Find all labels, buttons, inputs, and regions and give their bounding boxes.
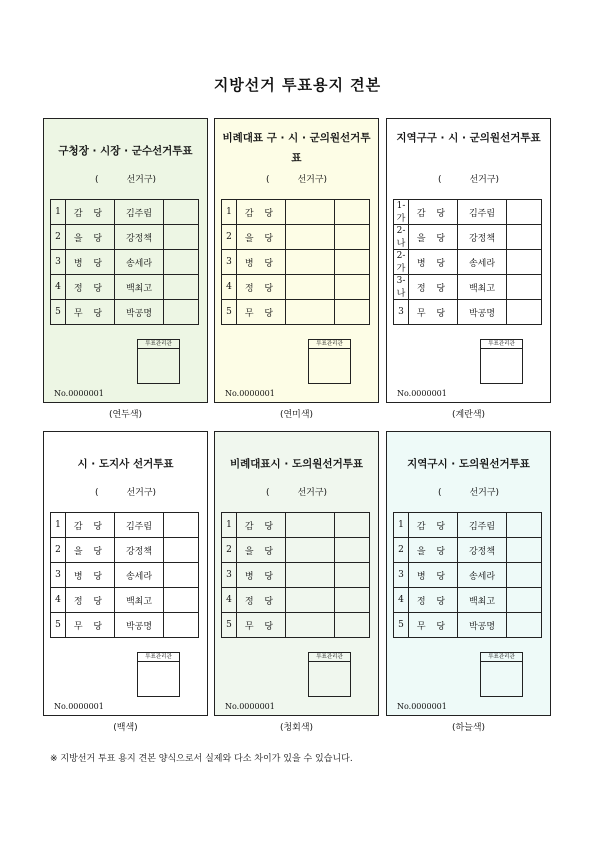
district-label: 선거구) xyxy=(469,175,500,185)
candidate-party: 정 당 xyxy=(237,275,286,300)
candidate-party: 무 당 xyxy=(409,613,458,638)
vote-mark-cell[interactable] xyxy=(164,613,199,638)
vote-mark-cell[interactable] xyxy=(335,200,370,225)
candidate-row xyxy=(222,275,370,300)
candidate-row xyxy=(51,275,199,300)
candidate-party: 감 당 xyxy=(66,200,115,225)
candidate-row xyxy=(222,538,370,563)
candidate-row xyxy=(394,563,542,588)
vote-mark-cell[interactable] xyxy=(507,300,542,325)
vote-mark-cell[interactable] xyxy=(507,588,542,613)
stamp-label: 투표관리관 xyxy=(138,653,179,662)
candidate-row xyxy=(51,588,199,613)
candidate-name: 송세라 xyxy=(115,563,164,588)
stamp-label: 투표관리관 xyxy=(138,340,179,349)
page-title: 지방선거 투표용지 견본 xyxy=(213,76,382,94)
candidate-party: 감 당 xyxy=(66,513,115,538)
district-paren: ( xyxy=(265,175,270,185)
candidate-party: 병 당 xyxy=(237,250,286,275)
candidate-party: 정 당 xyxy=(66,275,115,300)
candidate-name: 김주림 xyxy=(115,200,164,225)
vote-mark-cell[interactable] xyxy=(164,538,199,563)
vote-mark-cell[interactable] xyxy=(507,225,542,250)
candidate-number: 1 xyxy=(51,513,66,538)
vote-mark-cell[interactable] xyxy=(164,563,199,588)
candidate-name xyxy=(286,250,335,275)
vote-mark-cell[interactable] xyxy=(507,275,542,300)
candidate-row xyxy=(394,200,542,225)
official-stamp-box xyxy=(308,652,351,697)
vote-mark-cell[interactable] xyxy=(335,588,370,613)
candidate-name: 김주림 xyxy=(115,513,164,538)
candidate-name: 박공명 xyxy=(458,300,507,325)
candidate-number: 2 xyxy=(222,538,237,563)
candidate-number: 3 xyxy=(394,563,409,588)
candidate-party: 을 당 xyxy=(237,225,286,250)
ballot-2 xyxy=(214,118,379,403)
candidate-party: 병 당 xyxy=(409,563,458,588)
ballot-color-label: (계란색) xyxy=(451,410,486,420)
candidate-row xyxy=(51,538,199,563)
serial-number: No.0000001 xyxy=(397,389,447,398)
candidate-party: 정 당 xyxy=(237,588,286,613)
candidate-name xyxy=(286,613,335,638)
candidate-name xyxy=(286,300,335,325)
candidate-row xyxy=(222,200,370,225)
candidate-name: 송세라 xyxy=(458,563,507,588)
vote-mark-cell[interactable] xyxy=(335,538,370,563)
candidate-number: 5 xyxy=(222,613,237,638)
ballot-title: 지역구구 · 시 · 군의원선거투표 xyxy=(396,132,541,144)
district-paren: ( xyxy=(437,175,442,185)
ballot-4 xyxy=(43,431,208,716)
candidate-party: 감 당 xyxy=(409,200,458,225)
ballot-3 xyxy=(386,118,551,403)
candidate-party: 무 당 xyxy=(237,300,286,325)
candidate-table xyxy=(393,199,542,325)
candidate-number: 3-나 xyxy=(394,275,409,300)
candidate-number: 5 xyxy=(51,300,66,325)
ballot-color-label: (연두색) xyxy=(108,410,143,420)
stamp-label: 투표관리관 xyxy=(481,653,522,662)
candidate-number: 2 xyxy=(51,538,66,563)
candidate-number: 4 xyxy=(51,588,66,613)
vote-mark-cell[interactable] xyxy=(507,513,542,538)
ballot-color-label: (연미색) xyxy=(279,410,314,420)
candidate-name: 김주림 xyxy=(458,200,507,225)
district-line xyxy=(387,485,550,498)
candidate-number: 2 xyxy=(222,225,237,250)
official-stamp-box xyxy=(480,652,523,697)
candidate-party: 무 당 xyxy=(409,300,458,325)
candidate-number: 2 xyxy=(51,225,66,250)
candidate-row xyxy=(394,300,542,325)
vote-mark-cell[interactable] xyxy=(164,513,199,538)
candidate-row xyxy=(222,250,370,275)
vote-mark-cell[interactable] xyxy=(335,613,370,638)
vote-mark-cell[interactable] xyxy=(335,225,370,250)
vote-mark-cell[interactable] xyxy=(335,250,370,275)
candidate-party: 무 당 xyxy=(66,300,115,325)
candidate-table xyxy=(221,512,370,638)
candidate-party: 감 당 xyxy=(237,513,286,538)
vote-mark-cell[interactable] xyxy=(164,588,199,613)
district-paren: ( xyxy=(94,488,99,498)
candidate-party: 무 당 xyxy=(237,613,286,638)
candidate-number: 2-나 xyxy=(394,225,409,250)
candidate-row xyxy=(51,200,199,225)
candidate-row xyxy=(394,538,542,563)
stamp-label: 투표관리관 xyxy=(309,653,350,662)
official-stamp-box xyxy=(308,339,351,384)
candidate-row xyxy=(222,613,370,638)
candidate-name xyxy=(286,563,335,588)
candidate-party: 병 당 xyxy=(66,563,115,588)
candidate-name xyxy=(286,513,335,538)
candidate-name: 백최고 xyxy=(115,275,164,300)
vote-mark-cell[interactable] xyxy=(507,200,542,225)
candidate-number: 4 xyxy=(394,588,409,613)
candidate-row xyxy=(222,588,370,613)
official-stamp-box xyxy=(137,652,180,697)
ballot-color-label: (백색) xyxy=(113,723,138,733)
ballot-title: 비례대표시 · 도의원선거투표 xyxy=(229,458,363,470)
ballot-6 xyxy=(386,431,551,716)
candidate-row xyxy=(51,613,199,638)
serial-number: No.0000001 xyxy=(225,702,275,711)
candidate-name: 강정책 xyxy=(458,538,507,563)
vote-mark-cell[interactable] xyxy=(507,538,542,563)
candidate-row xyxy=(394,613,542,638)
candidate-number: 1-가 xyxy=(394,200,409,225)
candidate-name: 강정책 xyxy=(458,225,507,250)
candidate-name: 박공명 xyxy=(115,613,164,638)
stamp-label: 투표관리관 xyxy=(309,340,350,349)
candidate-number: 2 xyxy=(394,538,409,563)
candidate-number: 3 xyxy=(394,300,409,325)
candidate-number: 4 xyxy=(51,275,66,300)
candidate-party: 정 당 xyxy=(409,275,458,300)
candidate-row xyxy=(51,513,199,538)
candidate-name xyxy=(286,538,335,563)
district-line xyxy=(44,172,207,185)
candidate-name xyxy=(286,275,335,300)
serial-number: No.0000001 xyxy=(54,389,104,398)
candidate-name: 송세라 xyxy=(115,250,164,275)
vote-mark-cell[interactable] xyxy=(164,250,199,275)
district-line xyxy=(387,172,550,185)
candidate-table xyxy=(50,512,199,638)
candidate-row xyxy=(394,513,542,538)
candidate-number: 2-가 xyxy=(394,250,409,275)
vote-mark-cell[interactable] xyxy=(335,513,370,538)
candidate-row xyxy=(394,275,542,300)
candidate-number: 4 xyxy=(222,588,237,613)
ballot-1 xyxy=(43,118,208,403)
candidate-row xyxy=(222,300,370,325)
ballot-title: 구청장 · 시장 · 군수선거투표 xyxy=(58,145,193,157)
candidate-name: 김주림 xyxy=(458,513,507,538)
candidate-name xyxy=(286,588,335,613)
district-label: 선거구) xyxy=(126,175,157,185)
candidate-name: 박공명 xyxy=(458,613,507,638)
district-line xyxy=(215,172,378,185)
candidate-party: 정 당 xyxy=(409,588,458,613)
district-line xyxy=(215,485,378,498)
ballot-title: 지역구시 · 도의원선거투표 xyxy=(407,458,530,470)
candidate-name: 송세라 xyxy=(458,250,507,275)
candidate-table xyxy=(393,512,542,638)
vote-mark-cell[interactable] xyxy=(335,275,370,300)
candidate-table xyxy=(221,199,370,325)
ballot-title: 시 · 도지사 선거투표 xyxy=(77,458,174,470)
candidate-party: 병 당 xyxy=(66,250,115,275)
serial-number: No.0000001 xyxy=(54,702,104,711)
candidate-party: 감 당 xyxy=(237,200,286,225)
candidate-name: 백최고 xyxy=(115,588,164,613)
candidate-party: 병 당 xyxy=(237,563,286,588)
candidate-row xyxy=(51,300,199,325)
ballot-5 xyxy=(214,431,379,716)
candidate-name: 강정책 xyxy=(115,225,164,250)
candidate-number: 1 xyxy=(222,200,237,225)
district-label: 선거구) xyxy=(469,488,500,498)
candidate-name: 백최고 xyxy=(458,275,507,300)
candidate-party: 을 당 xyxy=(237,538,286,563)
candidate-party: 병 당 xyxy=(409,250,458,275)
candidate-number: 1 xyxy=(394,513,409,538)
candidate-number: 3 xyxy=(51,250,66,275)
candidate-row xyxy=(394,588,542,613)
candidate-number: 3 xyxy=(51,563,66,588)
vote-mark-cell[interactable] xyxy=(164,225,199,250)
vote-mark-cell[interactable] xyxy=(164,200,199,225)
vote-mark-cell[interactable] xyxy=(507,250,542,275)
vote-mark-cell[interactable] xyxy=(164,300,199,325)
candidate-name xyxy=(286,225,335,250)
vote-mark-cell[interactable] xyxy=(335,300,370,325)
candidate-name xyxy=(286,200,335,225)
candidate-party: 을 당 xyxy=(409,538,458,563)
stamp-label: 투표관리관 xyxy=(481,340,522,349)
candidate-name: 강정책 xyxy=(115,538,164,563)
district-label: 선거구) xyxy=(297,175,328,185)
official-stamp-box xyxy=(480,339,523,384)
district-paren: ( xyxy=(437,488,442,498)
footnote: ※ 지방선거 투표 용지 견본 양식으로서 실제와 다소 차이가 있을 수 있습니다. xyxy=(50,754,353,764)
candidate-number: 3 xyxy=(222,250,237,275)
candidate-row xyxy=(222,225,370,250)
candidate-party: 을 당 xyxy=(66,225,115,250)
candidate-number: 1 xyxy=(222,513,237,538)
official-stamp-box xyxy=(137,339,180,384)
candidate-number: 1 xyxy=(51,200,66,225)
candidate-name: 박공명 xyxy=(115,300,164,325)
candidate-party: 을 당 xyxy=(409,225,458,250)
candidate-number: 5 xyxy=(222,300,237,325)
vote-mark-cell[interactable] xyxy=(507,563,542,588)
candidate-row xyxy=(222,513,370,538)
candidate-table xyxy=(50,199,199,325)
district-label: 선거구) xyxy=(297,488,328,498)
candidate-number: 5 xyxy=(394,613,409,638)
ballot-color-label: (청회색) xyxy=(279,723,314,733)
candidate-row xyxy=(51,225,199,250)
vote-mark-cell[interactable] xyxy=(507,613,542,638)
candidate-number: 3 xyxy=(222,563,237,588)
candidate-number: 5 xyxy=(51,613,66,638)
candidate-row xyxy=(51,563,199,588)
vote-mark-cell[interactable] xyxy=(335,563,370,588)
candidate-party: 감 당 xyxy=(409,513,458,538)
candidate-name: 백최고 xyxy=(458,588,507,613)
candidate-party: 정 당 xyxy=(66,588,115,613)
ballot-title: 비례대표 구 · 시 · 군의원선거투표 xyxy=(222,132,371,164)
ballot-color-label: (하늘색) xyxy=(451,723,486,733)
candidate-row xyxy=(394,225,542,250)
vote-mark-cell[interactable] xyxy=(164,275,199,300)
serial-number: No.0000001 xyxy=(397,702,447,711)
district-paren: ( xyxy=(265,488,270,498)
district-label: 선거구) xyxy=(126,488,157,498)
candidate-party: 무 당 xyxy=(66,613,115,638)
district-line xyxy=(44,485,207,498)
candidate-row xyxy=(394,250,542,275)
candidate-row xyxy=(222,563,370,588)
candidate-party: 을 당 xyxy=(66,538,115,563)
district-paren: ( xyxy=(94,175,99,185)
candidate-row xyxy=(51,250,199,275)
serial-number: No.0000001 xyxy=(225,389,275,398)
candidate-number: 4 xyxy=(222,275,237,300)
